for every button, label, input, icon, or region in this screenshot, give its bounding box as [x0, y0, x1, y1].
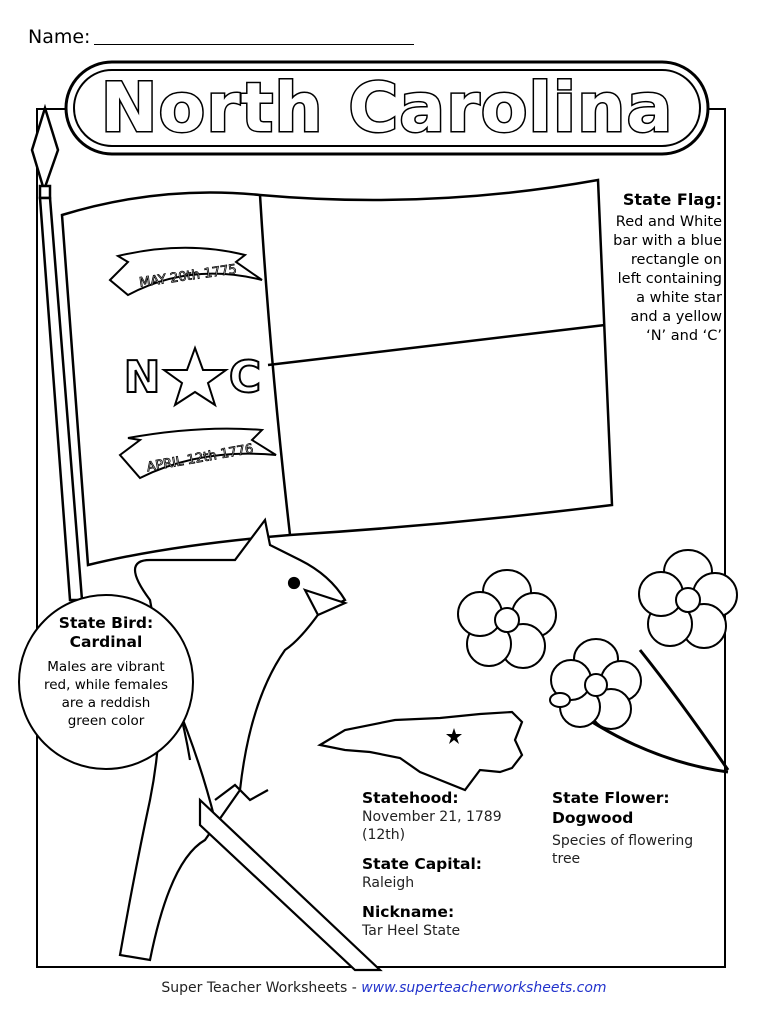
flower-description — [552, 832, 722, 868]
flag-desc-line: rectangle on — [630, 252, 722, 268]
flag-desc-line: a white star — [636, 290, 722, 306]
flag-heading: State Flag: — [622, 190, 722, 209]
bird-desc-line: are a reddish — [61, 695, 151, 711]
flower-desc-line: Species of flowering — [552, 833, 694, 849]
capital-label: State Capital: — [362, 855, 482, 873]
statehood-value — [362, 808, 542, 844]
flag-desc-line: Red and White — [615, 214, 722, 230]
flower-label: State Flower: — [552, 789, 670, 807]
nickname-value: Tar Heel State — [362, 923, 461, 939]
bird-desc-line: green color — [67, 713, 145, 729]
flag-banner-top-text: MAY 20th 1775 — [138, 262, 238, 291]
footer — [0, 980, 768, 996]
flag-desc-line: left containing — [617, 271, 722, 287]
flag-letter-n: N — [123, 352, 161, 403]
bird-info-circle — [18, 594, 194, 770]
flower-name: Dogwood — [552, 809, 634, 827]
statehood-value-line: (12th) — [362, 827, 406, 843]
nickname-label: Nickname: — [362, 903, 455, 921]
page-title: North Carolina — [100, 68, 674, 148]
flag-description — [590, 213, 722, 346]
title-banner — [62, 58, 712, 158]
footer-text: Super Teacher Worksheets - — [161, 980, 362, 996]
facts-column-left — [362, 788, 542, 940]
flag-banner-bottom-text: APRIL 12th 1776 — [145, 441, 255, 476]
footer-link[interactable]: www.superteacherworksheets.com — [361, 980, 607, 996]
bird-description — [30, 658, 182, 730]
flag-desc-line: bar with a blue — [613, 233, 722, 249]
flag-desc-line: ‘N’ and ‘C’ — [646, 328, 722, 344]
flag-info — [590, 190, 722, 346]
statehood-value-line: November 21, 1789 — [362, 809, 502, 825]
flag-letter-c: C — [228, 352, 262, 403]
flower-desc-line: tree — [552, 851, 581, 867]
bird-desc-line: red, while females — [44, 677, 168, 693]
pole-finial — [32, 108, 58, 190]
capital-value: Raleigh — [362, 875, 415, 891]
cardinal-branch — [200, 800, 380, 970]
statehood-label: Statehood: — [362, 789, 459, 807]
bird-name: Cardinal — [69, 633, 143, 651]
bird-desc-line: Males are vibrant — [47, 659, 165, 675]
nc-map-outline — [320, 712, 522, 790]
facts-column-right — [552, 788, 722, 868]
flag-desc-line: and a yellow — [630, 309, 722, 325]
bird-heading: State Bird: — [58, 614, 154, 632]
name-label: Name: — [28, 26, 91, 48]
